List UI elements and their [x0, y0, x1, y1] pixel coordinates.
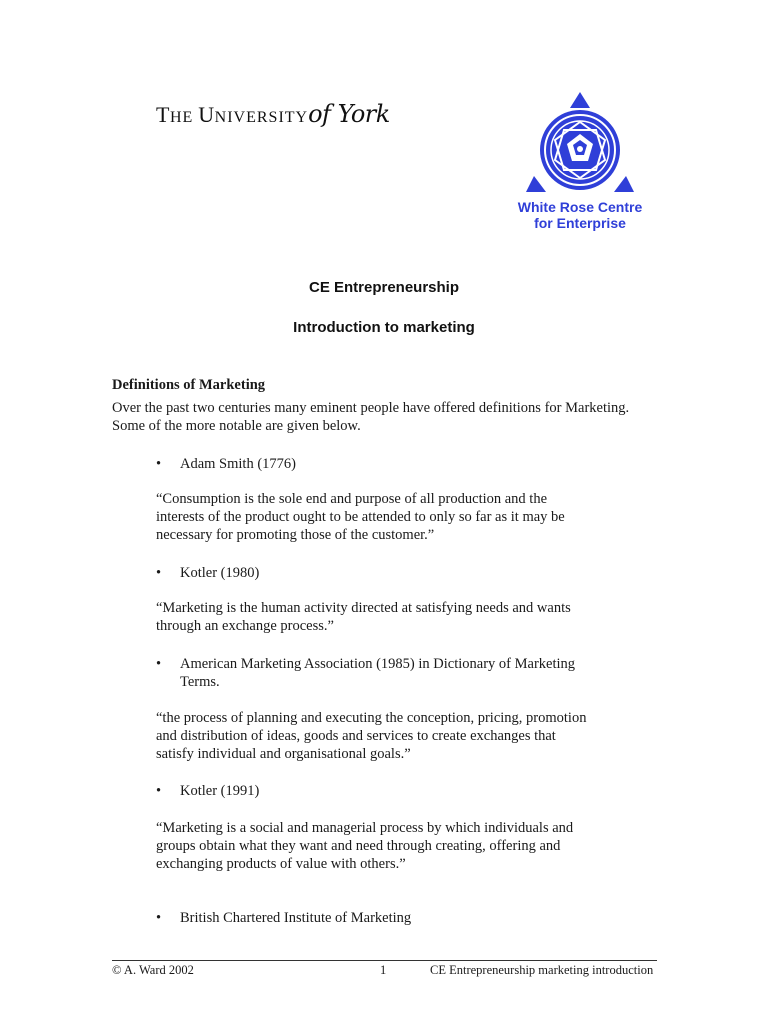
- quote-line: necessary for promoting those of the customer.”: [156, 527, 435, 543]
- quote-line: “Marketing is the human activity directed at satisfying needs and wants: [156, 600, 571, 616]
- definition-quote: [156, 819, 626, 873]
- quote-line: and distribution of ideas, goods and services to create exchanges that: [156, 728, 556, 744]
- bullet-icon: •: [156, 910, 162, 926]
- white-rose-emblem-icon: [526, 92, 634, 196]
- source-text: British Chartered Institute of Marketing: [180, 910, 412, 926]
- bullet-icon: •: [156, 565, 162, 581]
- bullet-icon: •: [156, 656, 162, 672]
- intro-line: Over the past two centuries many eminent people have offered definitions for Marketing.: [112, 400, 630, 416]
- source-text: [180, 655, 620, 691]
- logo-text: HE: [169, 109, 199, 126]
- bullet-icon: •: [156, 456, 162, 472]
- logo-text: NIVERSITY: [214, 109, 309, 126]
- bullet-icon: •: [156, 783, 162, 799]
- quote-line: exchanging products of value with others.”: [156, 856, 406, 872]
- quote-line: interests of the product ought to be attended to only so far as it may be: [156, 509, 565, 525]
- footer-divider: [112, 960, 657, 961]
- university-of-york-logo: [156, 100, 390, 130]
- quote-line: groups obtain what they want and need through creating, offering and: [156, 838, 561, 854]
- white-rose-centre-name: [505, 199, 655, 231]
- quote-line: “the process of planning and executing the conception, pricing, promotion: [156, 710, 587, 726]
- section-heading: Definitions of Marketing: [112, 377, 266, 393]
- source-text: Kotler (1991): [180, 783, 260, 799]
- quote-line: “Marketing is a social and managerial process by which individuals and: [156, 820, 574, 836]
- quote-line: through an exchange process.”: [156, 618, 334, 634]
- white-rose-centre-logo: [505, 92, 655, 237]
- logo-letter: U: [198, 102, 215, 127]
- topic-title: Introduction to marketing: [293, 319, 475, 336]
- page-number: 1: [380, 963, 387, 977]
- footer-copyright: © A. Ward 2002: [112, 963, 194, 977]
- course-title: CE Entrepreneurship: [308, 279, 460, 296]
- intro-line: Some of the more notable are given below.: [112, 418, 361, 434]
- source-line: Terms.: [180, 674, 220, 690]
- quote-line: satisfy individual and organisational goals.”: [156, 746, 411, 762]
- footer-running-title: CE Entrepreneurship marketing introduction: [430, 963, 654, 977]
- source-text: Adam Smith (1776): [180, 456, 296, 472]
- definition-quote: [156, 709, 626, 763]
- definition-quote: [156, 490, 626, 544]
- logo-letter: T: [156, 102, 170, 127]
- quote-line: “Consumption is the sole end and purpose of all production and the: [156, 491, 548, 507]
- source-line: American Marketing Association (1985) in Dictionary of Marketing: [180, 656, 576, 672]
- logo-script-text: of York: [308, 100, 390, 128]
- partner-name-line2: for Enterprise: [534, 215, 626, 231]
- source-text: Kotler (1980): [180, 565, 260, 581]
- definition-quote: [156, 599, 626, 635]
- partner-name-line1: White Rose Centre: [517, 199, 643, 215]
